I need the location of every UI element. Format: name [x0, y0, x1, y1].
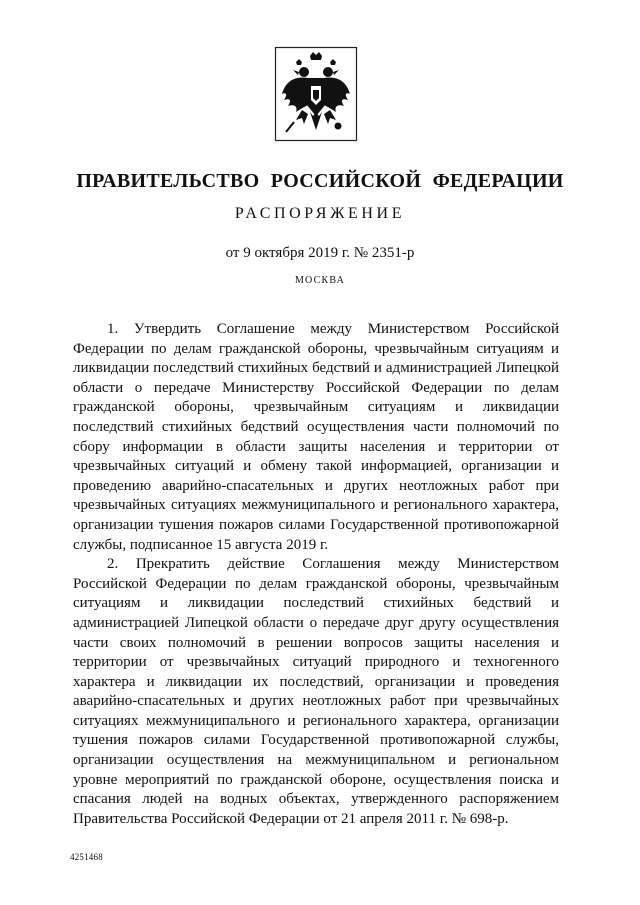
paragraph-1: 1. Утвердить Соглашение между Министерством Российской Федерации по делам гражданской обороны, чрезвычайным ситуациям и ликвидации последствий стихийных бедствий и администрацией Липецкой области о передаче Министерству Российской Федерации по делам гражданской обороны, чрезвычайным ситуациям и ликвидации последствий стихийных бедствий осуществления части полномочий по сбору информации в области защиты населения и территории от чрезвычайных ситуаций и обмену такой информацией, организации и проведению аварийно-спасательных и других неотложных работ при чрезвычайных ситуациях межмуниципального и регионального характера, организации тушения пожаров силами Государственной противопожарной службы, подписанное 15 августа 2019 г.: [73, 321, 559, 553]
document-body: [73, 320, 559, 829]
coat-of-arms-emblem: [274, 46, 358, 142]
document-code: 4251468: [70, 852, 103, 862]
government-title: ПРАВИТЕЛЬСТВО РОССИЙСКОЙ ФЕДЕРАЦИИ: [76, 170, 564, 192]
document-city: МОСКВА: [294, 275, 346, 286]
document-date-number: от 9 октября 2019 г. № 2351-р: [225, 245, 415, 261]
document-type: РАСПОРЯЖЕНИЕ: [234, 205, 406, 222]
paragraph-2: 2. Прекратить действие Соглашения между Министерством Российской Федерации по делам гражданской обороны, чрезвычайным ситуациям и ликвидации последствий стихийных бедствий и администрацией Липецкой области о передаче друг другу осуществления части своих полномочий в решении вопросов защиты населения и территории от чрезвычайных ситуаций природного и техногенного характера и ликвидации их последствий, организации и проведения аварийно-спасательных и других неотложных работ при чрезвычайных ситуациях межмуниципального и регионального характера, организации тушения пожаров силами Государственной противопожарной службы, организации осуществления на межмуниципальном и региональном уровне мероприятий по гражданской обороне, осуществления поиска и спасания людей на водных объектах, утвержденного распоряжением Правительства Российской Федерации от 21 апреля 2011 г. № 698-р.: [73, 556, 559, 827]
